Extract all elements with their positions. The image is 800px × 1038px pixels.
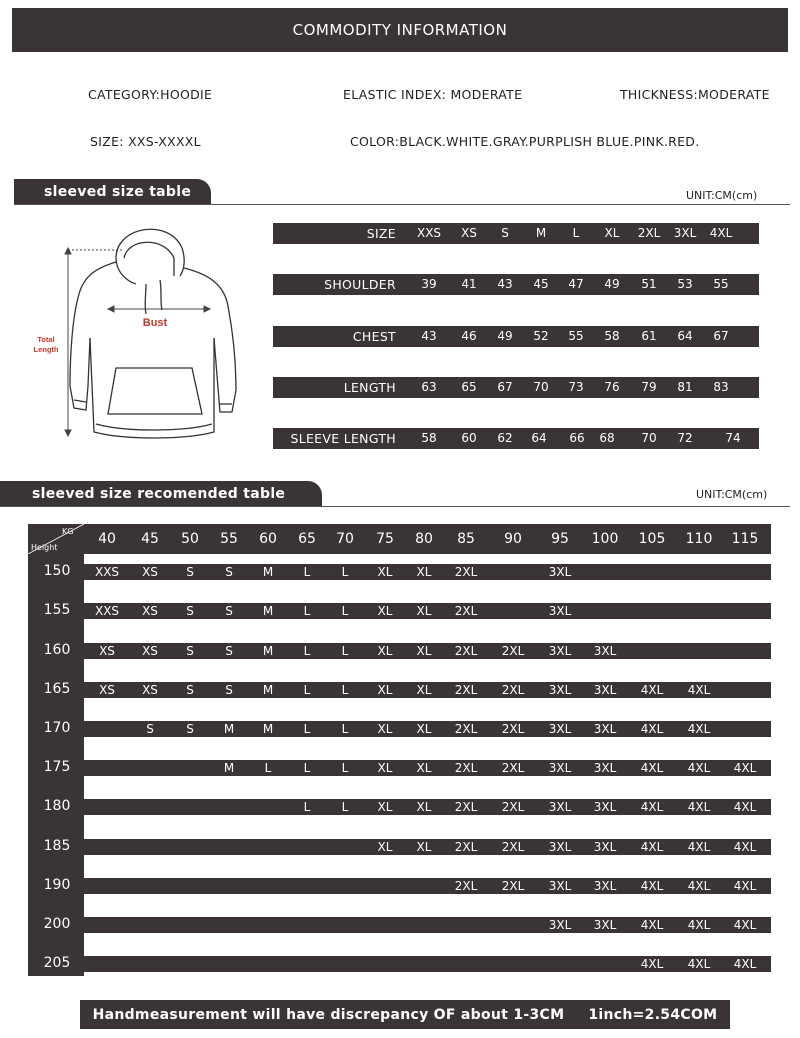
size-recommendation-cell: 4XL xyxy=(687,683,711,697)
size-recommendation-cell: 4XL xyxy=(733,840,757,854)
size-recommendation-cell: XL xyxy=(416,840,432,854)
size-cell: 63 xyxy=(421,380,437,394)
size-recommendation-cell: XXS xyxy=(94,565,120,579)
bust-arrow-icon xyxy=(108,306,210,312)
weight-header: 115 xyxy=(731,531,759,547)
size-recommendation-cell: XL xyxy=(377,761,393,775)
size-row-shoulder xyxy=(273,274,759,295)
size-recommendation-cell: XL xyxy=(377,604,393,618)
size-recommendation-cell: 2XL xyxy=(501,800,525,814)
size-cell: XXS xyxy=(416,226,442,240)
height-label: 180 xyxy=(43,798,71,814)
size-recommendation-cell: 3XL xyxy=(548,722,572,736)
height-label: 165 xyxy=(43,681,71,697)
size-recommendation-cell: L xyxy=(303,565,311,579)
size-cell: 70 xyxy=(533,380,549,394)
info-thickness: THICKNESS:MODERATE xyxy=(620,87,770,102)
weight-header: 100 xyxy=(591,531,619,547)
size-recommendation-cell: XL xyxy=(377,644,393,658)
size-recommendation-cell: S xyxy=(225,565,233,579)
size-table-title: sleeved size table xyxy=(44,184,192,200)
size-cell: 53 xyxy=(677,277,693,291)
size-row-label: CHEST xyxy=(352,329,396,344)
size-recommendation-cell: 3XL xyxy=(548,840,572,854)
recommend-table-tab xyxy=(0,481,322,507)
size-recommendation-cell: 4XL xyxy=(733,957,757,971)
size-recommendation-cell: XL xyxy=(416,644,432,658)
height-label: 160 xyxy=(43,642,71,658)
weight-header: 80 xyxy=(415,531,433,547)
size-recommendation-cell: 2XL xyxy=(454,761,478,775)
size-recommendation-cell: 4XL xyxy=(687,722,711,736)
size-recommendation-cell: XL xyxy=(377,565,393,579)
weight-header: 70 xyxy=(336,531,354,547)
size-recommendation-cell: M xyxy=(262,644,274,658)
size-cell: 49 xyxy=(604,277,620,291)
weight-header: 50 xyxy=(181,531,199,547)
size-recommendation-cell: 2XL xyxy=(454,565,478,579)
size-recommendation-cell: 3XL xyxy=(548,761,572,775)
size-recommendation-cell: L xyxy=(303,604,311,618)
size-recommendation-cell: S xyxy=(146,722,154,736)
weight-header: 55 xyxy=(220,531,238,547)
size-cell: 70 xyxy=(641,431,657,445)
size-recommendation-cell: L xyxy=(303,683,311,697)
size-recommendation-cell: M xyxy=(262,604,274,618)
size-cell: 4XL xyxy=(709,226,733,240)
size-recommendation-cell: 4XL xyxy=(640,800,664,814)
size-recommendation-cell: 3XL xyxy=(593,840,617,854)
size-cell: 39 xyxy=(421,277,437,291)
size-recommendation-cell: L xyxy=(341,644,349,658)
recommend-table-title: sleeved size recomended table xyxy=(32,486,286,502)
height-label: 205 xyxy=(43,955,71,971)
size-recommendation-cell: 4XL xyxy=(687,761,711,775)
size-recommendation-cell: 3XL xyxy=(548,918,572,932)
size-recommendation-cell: 4XL xyxy=(687,957,711,971)
size-recommendation-cell: 3XL xyxy=(548,683,572,697)
size-recommendation-cell: S xyxy=(186,604,194,618)
weight-header: 75 xyxy=(376,531,394,547)
size-recommendation-cell: L xyxy=(341,683,349,697)
size-recommendation-cell: 3XL xyxy=(593,683,617,697)
info-elastic: ELASTIC INDEX: MODERATE xyxy=(343,87,523,102)
size-recommendation-cell: 4XL xyxy=(640,918,664,932)
size-recommendation-cell: S xyxy=(186,683,194,697)
corner-height-label: Height xyxy=(31,543,58,552)
size-cell: 49 xyxy=(497,329,513,343)
size-cell: 58 xyxy=(421,431,437,445)
size-cell: 67 xyxy=(497,380,513,394)
hoodie-diagram xyxy=(24,218,254,448)
weight-header: 60 xyxy=(259,531,277,547)
size-recommendation-cell: 2XL xyxy=(454,683,478,697)
size-recommendation-cell: XL xyxy=(416,604,432,618)
size-row-size xyxy=(273,223,759,244)
size-recommendation-cell: XS xyxy=(99,644,115,658)
size-cell: XS xyxy=(461,226,477,240)
weight-header: 45 xyxy=(141,531,159,547)
size-recommendation-cell: 3XL xyxy=(593,800,617,814)
size-recommendation-cell: S xyxy=(186,722,194,736)
size-recommendation-cell: XS xyxy=(142,604,158,618)
size-recommendation-cell: 2XL xyxy=(454,840,478,854)
size-cell: 58 xyxy=(604,329,620,343)
size-recommendation-cell: 4XL xyxy=(640,722,664,736)
size-recommendation-cell: S xyxy=(186,565,194,579)
size-recommendation-cell: XS xyxy=(142,683,158,697)
size-cell: 41 xyxy=(461,277,477,291)
hoodie-outline-icon xyxy=(70,229,236,438)
size-recommendation-cell: M xyxy=(262,683,274,697)
size-recommendation-cell: L xyxy=(341,761,349,775)
size-recommendation-cell: M xyxy=(223,722,235,736)
size-recommendation-cell: 2XL xyxy=(501,644,525,658)
size-recommendation-cell: L xyxy=(303,800,311,814)
size-recommendation-cell: S xyxy=(186,644,194,658)
size-recommendation-cell: 3XL xyxy=(548,604,572,618)
section-divider xyxy=(0,506,790,507)
size-recommendation-cell: 4XL xyxy=(640,683,664,697)
size-recommendation-cell: 2XL xyxy=(454,722,478,736)
size-cell: XL xyxy=(604,226,620,240)
size-row-label: SLEEVE LENGTH xyxy=(290,431,396,446)
size-recommendation-cell: L xyxy=(264,761,272,775)
height-label: 170 xyxy=(43,720,71,736)
size-recommendation-cell: 4XL xyxy=(640,761,664,775)
size-cell: 52 xyxy=(533,329,549,343)
size-recommendation-cell: 4XL xyxy=(687,800,711,814)
size-recommendation-cell: 3XL xyxy=(593,918,617,932)
size-recommendation-cell: 3XL xyxy=(548,644,572,658)
footer-note: Handmeasurement will have discrepancy OF about 1-3CM xyxy=(92,1006,565,1023)
size-recommendation-cell: 4XL xyxy=(640,879,664,893)
size-row-label: SHOULDER xyxy=(324,277,396,292)
size-recommendation-cell: S xyxy=(225,604,233,618)
size-cell: S xyxy=(501,226,509,240)
size-recommendation-cell: S xyxy=(225,683,233,697)
size-recommendation-cell: L xyxy=(303,761,311,775)
size-recommendation-cell: XS xyxy=(99,683,115,697)
page-title: COMMODITY INFORMATION xyxy=(292,21,508,39)
size-recommendation-cell: 4XL xyxy=(733,800,757,814)
weight-header: 85 xyxy=(457,531,475,547)
size-row-length xyxy=(273,377,759,398)
size-recommendation-cell: 2XL xyxy=(454,644,478,658)
size-recommendation-cell: 2XL xyxy=(501,761,525,775)
size-cell: 79 xyxy=(641,380,657,394)
recommend-table-unit: UNIT:CM(cm) xyxy=(696,488,768,501)
size-recommendation-cell: XL xyxy=(416,761,432,775)
section-divider xyxy=(14,204,790,205)
size-recommendation-cell: XS xyxy=(142,644,158,658)
size-recommendation-cell: L xyxy=(303,722,311,736)
footer-note-bar xyxy=(80,1000,730,1029)
size-cell: 3XL xyxy=(673,226,697,240)
size-cell: 73 xyxy=(568,380,584,394)
size-recommendation-cell: M xyxy=(262,565,274,579)
size-recommendation-cell: 3XL xyxy=(593,722,617,736)
size-cell: 65 xyxy=(461,380,477,394)
size-row-chest xyxy=(273,326,759,347)
size-cell: 55 xyxy=(713,277,729,291)
height-label: 200 xyxy=(43,916,71,932)
size-cell: 67 xyxy=(713,329,729,343)
size-recommendation-cell: 3XL xyxy=(593,644,617,658)
length-label: Length xyxy=(33,345,59,354)
size-recommendation-cell: M xyxy=(262,722,274,736)
size-recommendation-cell: 3XL xyxy=(548,565,572,579)
size-cell: 55 xyxy=(568,329,584,343)
height-label: 150 xyxy=(43,563,71,579)
weight-header: 95 xyxy=(551,531,569,547)
size-cell: 68 xyxy=(599,431,615,445)
info-category: CATEGORY:HOODIE xyxy=(88,87,213,102)
size-recommendation-cell: XL xyxy=(416,565,432,579)
size-cell: 2XL xyxy=(637,226,661,240)
size-cell: 74 xyxy=(725,431,741,445)
size-recommendation-cell: XL xyxy=(377,722,393,736)
footer-conversion: 1inch=2.54COM xyxy=(588,1006,718,1023)
size-recommendation-cell: 2XL xyxy=(454,800,478,814)
bust-label: Bust xyxy=(142,317,168,329)
size-recommendation-cell: XS xyxy=(142,565,158,579)
weight-header: 110 xyxy=(685,531,713,547)
size-recommendation-cell: 4XL xyxy=(687,840,711,854)
height-label: 190 xyxy=(43,877,71,893)
size-cell: 61 xyxy=(641,329,657,343)
size-recommendation-cell: 4XL xyxy=(733,761,757,775)
size-recommendation-cell: 4XL xyxy=(640,957,664,971)
size-recommendation-cell: 2XL xyxy=(501,722,525,736)
size-recommendation-cell: XL xyxy=(377,683,393,697)
height-label: 155 xyxy=(43,602,71,618)
size-recommendation-cell: 2XL xyxy=(501,879,525,893)
size-recommendation-cell: L xyxy=(303,644,311,658)
weight-header: 65 xyxy=(298,531,316,547)
size-row-sleeve-length xyxy=(273,428,759,449)
size-table-tab xyxy=(14,179,211,205)
size-recommendation-cell: XXS xyxy=(94,604,120,618)
size-recommendation-cell: 2XL xyxy=(501,840,525,854)
size-cell: 62 xyxy=(497,431,513,445)
size-cell: 72 xyxy=(677,431,693,445)
height-column xyxy=(28,524,84,976)
size-recommendation-cell: L xyxy=(341,800,349,814)
size-cell: M xyxy=(535,226,547,240)
size-cell: 66 xyxy=(569,431,585,445)
size-recommendation-cell: XL xyxy=(416,683,432,697)
size-cell: 64 xyxy=(677,329,693,343)
height-label: 185 xyxy=(43,838,71,854)
size-cell: 83 xyxy=(713,380,729,394)
size-recommendation-cell: XL xyxy=(416,800,432,814)
size-recommendation-cell: XL xyxy=(416,722,432,736)
height-label: 175 xyxy=(43,759,71,775)
size-recommendation-cell: 3XL xyxy=(548,800,572,814)
size-cell: 47 xyxy=(568,277,584,291)
size-recommendation-cell: 4XL xyxy=(687,879,711,893)
size-recommendation-cell: 4XL xyxy=(733,918,757,932)
size-cell: 76 xyxy=(604,380,620,394)
size-recommendation-cell: 3XL xyxy=(593,879,617,893)
total-label: Total xyxy=(37,335,55,344)
size-recommendation-cell: S xyxy=(225,644,233,658)
size-cell: 43 xyxy=(421,329,437,343)
size-cell: 43 xyxy=(497,277,513,291)
size-recommendation-cell: 4XL xyxy=(687,918,711,932)
size-recommendation-cell: 4XL xyxy=(640,840,664,854)
size-row-label: SIZE xyxy=(366,226,396,241)
size-cell: 64 xyxy=(531,431,547,445)
size-recommendation-cell: 3XL xyxy=(548,879,572,893)
size-recommendation-cell: 2XL xyxy=(501,683,525,697)
size-recommendation-cell: L xyxy=(341,604,349,618)
size-recommendation-cell: XL xyxy=(377,840,393,854)
size-recommendation-cell: 2XL xyxy=(454,604,478,618)
size-cell: L xyxy=(572,226,580,240)
weight-header: 90 xyxy=(504,531,522,547)
size-recommendation-cell: M xyxy=(223,761,235,775)
size-cell: 46 xyxy=(461,329,477,343)
size-cell: 60 xyxy=(461,431,477,445)
info-size: SIZE: XXS-XXXXL xyxy=(90,134,201,149)
size-recommendation-cell: L xyxy=(341,565,349,579)
size-cell: 45 xyxy=(533,277,549,291)
size-recommendation-cell: XL xyxy=(377,800,393,814)
title-banner xyxy=(12,8,788,52)
weight-header: 105 xyxy=(638,531,666,547)
size-recommendation-cell: L xyxy=(341,722,349,736)
size-cell: 81 xyxy=(677,380,693,394)
info-color: COLOR:BLACK.WHITE.GRAY.PURPLISH BLUE.PINK.RED. xyxy=(350,134,700,149)
corner-kg-label: KG xyxy=(62,527,74,536)
size-recommendation-cell: 3XL xyxy=(593,761,617,775)
size-cell: 51 xyxy=(641,277,657,291)
size-recommendation-cell: 4XL xyxy=(733,879,757,893)
weight-header: 40 xyxy=(98,531,116,547)
size-row-label: LENGTH xyxy=(343,380,396,395)
size-recommendation-cell: 2XL xyxy=(454,879,478,893)
size-table-unit: UNIT:CM(cm) xyxy=(686,189,758,202)
